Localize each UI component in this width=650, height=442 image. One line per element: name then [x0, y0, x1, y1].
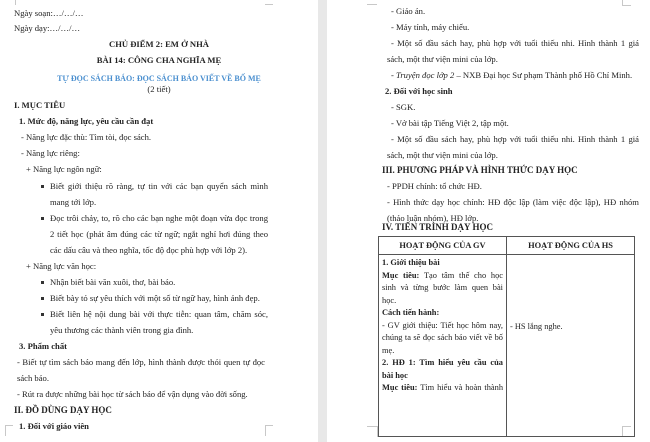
list-item: - Máy tính, máy chiếu. [391, 22, 470, 32]
bullet-text: Nhận biết bài văn xuôi, thơ, bài báo. [50, 277, 176, 287]
bullet-text: các dấu câu và theo nghĩa, tốc độ đọc phù hợp với lớp 2). [50, 245, 248, 255]
text-line: - PPDH chính: tổ chức HĐ. [387, 181, 482, 191]
method-line: - GV giới thiệu: Tiết học hôm nay, [382, 320, 503, 330]
theme-title: CHỦ ĐIỂM 2: EM Ở NHÀ [108, 39, 210, 49]
page-gutter [318, 0, 327, 442]
activity-table [378, 236, 635, 437]
header-student: HOẠT ĐỘNG CỦA HS [507, 237, 635, 255]
margin-mark [367, 4, 377, 7]
margin-mark [622, 0, 631, 6]
sub-student: 2. Đối với học sinh [385, 86, 453, 96]
margin-mark [265, 425, 273, 436]
document-page-left [0, 0, 318, 442]
list-item: - Vở bài tập Tiếng Việt 2, tập một. [391, 118, 509, 128]
book-publisher: – NXB Đại học Sư phạm Thành phố Hồ Chí Minh. [454, 70, 633, 80]
bullet-text: Đọc trôi chảy, to, rõ cho các bạn nghe một đoạn vừa đọc trong [50, 213, 268, 223]
subtitle: TỰ ĐỌC SÁCH BÁO: ĐỌC SÁCH BÁO VIẾT VỀ BỐ MẸ [57, 74, 261, 83]
bullet-icon [41, 185, 44, 188]
margin-mark [5, 425, 13, 436]
bullet-icon [41, 313, 44, 316]
list-item: - Giáo án. [391, 6, 426, 16]
bullet-text: mang tới lớp. [50, 197, 97, 207]
document-page-right [327, 0, 650, 442]
sub-teacher: 1. Đối với giáo viên [19, 421, 89, 431]
goal2-text: Tìm hiểu và hoàn thành [417, 383, 504, 392]
lit-heading: + Năng lực văn học: [26, 261, 97, 271]
section-procedure: IV. TIẾN TRÌNH DẠY HỌC [382, 222, 493, 232]
text-line: sách báo. [17, 373, 49, 383]
hd1-line: 2. HĐ 1: Tìm hiểu yêu cầu của [382, 358, 503, 367]
goal-text: Tạo tâm thế cho học [419, 270, 503, 280]
book-title: - Truyện đọc lớp 2 [391, 70, 455, 80]
date-taught: Ngày dạy:…/…/… [14, 23, 81, 33]
student-listen: - HS lắng nghe. [510, 322, 563, 331]
bullet-text: Biết giới thiệu rõ ràng, tự tin với các bạn quyển sách mình [50, 181, 268, 191]
bullet-text: Biết bày tỏ sự yêu thích với một số từ ngữ hay, hình ảnh đẹp. [50, 293, 260, 303]
text-line: - Hình thức dạy học chính: HĐ độc lập (làm việc độc lập), HĐ nhóm [387, 197, 639, 207]
bullet-icon [41, 297, 44, 300]
goal-line [382, 270, 503, 283]
goal2-label: Mục tiêu: [382, 383, 418, 392]
section-methods: III. PHƯƠNG PHÁP VÀ HÌNH THỨC DẠY HỌC [382, 165, 578, 175]
text-line: - Rút ra được những bài học từ sách báo để vận dụng vào đời sống. [17, 389, 248, 399]
bullet-text: Biết liên hệ nội dung bài với thực tiễn: quan tâm, chăm sóc, [50, 309, 268, 319]
section-objectives: I. MỤC TIÊU [14, 100, 66, 110]
sub-competence: 1. Mức độ, năng lực, yêu cầu cần đạt [19, 116, 154, 126]
periods: (2 tiết) [147, 84, 171, 94]
list-item: sách, một thư viện mini của lớp. [387, 150, 498, 160]
method-label: Cách tiến hành: [382, 308, 440, 317]
list-item: - Một số đầu sách hay, phù hợp với tuổi thiếu nhi. Hình thành 1 giá [391, 38, 639, 48]
text-line: - Biết tự tìm sách báo mang đến lớp, hình thành được thói quen tự đọc [17, 357, 265, 367]
goal-label: Mục tiêu: [382, 270, 420, 280]
section-materials: II. ĐỒ DÙNG DẠY HỌC [14, 405, 112, 415]
margin-mark [5, 0, 16, 5]
margin-mark [265, 4, 273, 7]
list-item: - Một số đầu sách hay, phù hợp với tuổi thiếu nhi. Hình thành 1 giá [391, 134, 639, 144]
list-item: sách, một thư viện mini của lớp. [387, 54, 498, 64]
bullet-icon [41, 281, 44, 284]
header-teacher: HOẠT ĐỘNG CỦA GV [379, 237, 507, 255]
teacher-activity-cell [379, 255, 507, 437]
lang-heading: + Năng lực ngôn ngữ: [26, 164, 102, 174]
method-line: mẹ. [382, 345, 395, 355]
lesson-title: BÀI 14: CÔNG CHA NGHĨA MẸ [96, 55, 222, 65]
method-line: chúng ta sẽ đọc sách báo viết về bố [382, 333, 503, 342]
goal2-line [382, 382, 503, 395]
bullet-text: 2 tiết học (phát âm đúng các từ ngữ; ngắt nghỉ hơi đúng theo [50, 229, 268, 239]
book-reference [391, 70, 632, 81]
goal-line: học. [382, 295, 397, 305]
text-line: (thảo luận nhóm), HĐ lớp. [387, 213, 479, 223]
text-line: - Năng lực riêng: [21, 148, 80, 158]
list-item: - SGK. [391, 102, 416, 112]
text-line: - Năng lực đặc thù: Tìm tòi, đọc sách. [21, 132, 152, 142]
activity-intro: 1. Giới thiệu bài [382, 258, 440, 267]
sub-qualities: 3. Phẩm chất [19, 341, 67, 351]
student-activity-cell [507, 255, 635, 437]
hd1-line: bài học [382, 370, 408, 380]
date-prepared: Ngày soạn:…/…/… [14, 8, 84, 18]
margin-mark [367, 426, 378, 437]
bullet-text: yêu thương các thành viên trong gia đình. [50, 325, 194, 335]
goal-line: sinh và từng bước làm quen bài [382, 283, 503, 292]
bullet-icon [41, 217, 44, 220]
